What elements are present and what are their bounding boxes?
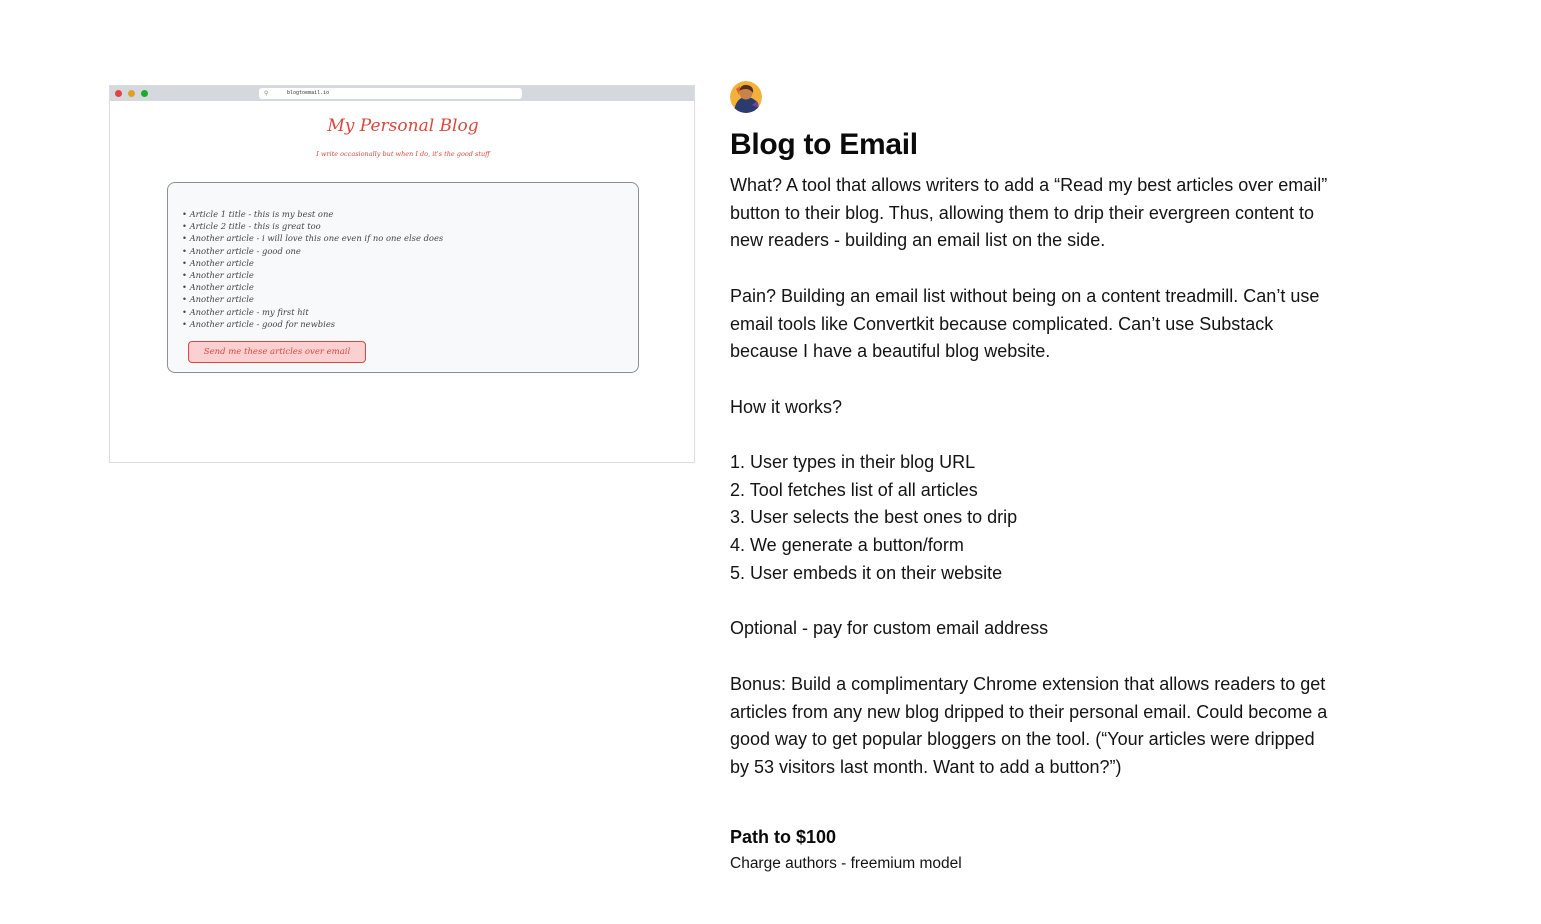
article-list	[182, 208, 443, 330]
article-card	[167, 182, 639, 373]
article-item: • Another article	[182, 293, 443, 305]
steps-list	[730, 449, 1330, 588]
author-avatar	[730, 81, 762, 113]
article-item: • Another article	[182, 281, 443, 293]
path-to-100-heading: Path to $100	[730, 827, 837, 847]
address-bar	[259, 88, 522, 99]
idea-title: Blog to Email	[730, 128, 918, 161]
address-bar-url: blogtoemail.io	[287, 90, 330, 96]
article-item: • Another article	[182, 269, 443, 281]
step-item: 4. We generate a button/form	[730, 535, 964, 556]
how-it-works-heading: How it works?	[730, 397, 843, 417]
blog-mockup-screenshot	[109, 85, 695, 463]
step-item: 5. User embeds it on their website	[730, 562, 1003, 583]
step-item: 1. User types in their blog URL	[730, 452, 976, 472]
step-item: 2. Tool fetches list of all articles	[730, 479, 978, 500]
browser-titlebar	[110, 86, 694, 101]
blog-tagline: I write occasionally but when I do, it's the good stuff	[316, 150, 490, 158]
article-item: • Another article - i will love this one even if no one else does	[182, 232, 443, 244]
article-item: • Article 1 title - this is my best one	[182, 208, 443, 220]
pain-paragraph: Pain? Building an email list without being on a content treadmill. Can’t use email tools like Convertkit because complicated. Can’t use Substack because I have a beautiful blog website.	[730, 286, 1320, 362]
minimize-window-dot	[128, 90, 135, 97]
article-item: • Another article - my first hit	[182, 306, 443, 318]
send-articles-button[interactable]: Send me these articles over email	[188, 341, 366, 363]
article-item: • Another article - good for newbies	[182, 318, 443, 330]
what-paragraph: What? A tool that allows writers to add a “Read my best articles over email” button to their blog. Thus, allowing them to drip their evergreen content to new readers - building an email list on the side.	[730, 175, 1328, 251]
search-icon: ⚲	[264, 90, 269, 97]
blog-title: My Personal Blog	[327, 116, 479, 136]
article-item: • Another article - good one	[182, 245, 443, 257]
optional-paragraph: Optional - pay for custom email address	[730, 618, 1049, 638]
bonus-paragraph: Bonus: Build a complimentary Chrome extension that allows readers to get articles from any new blog dripped to their personal email. Could become a good way to get popular bloggers on the tool. (“Your articles were dripped by 53 visitors last month. Want to add a button?”)	[730, 674, 1328, 778]
article-item: • Article 2 title - this is great too	[182, 220, 443, 232]
article-item: • Another article	[182, 257, 443, 269]
close-window-dot	[115, 90, 122, 97]
maximize-window-dot	[141, 90, 148, 97]
path-to-100-text: Charge authors - freemium model	[730, 855, 962, 872]
step-item: 3. User selects the best ones to drip	[730, 507, 1018, 528]
